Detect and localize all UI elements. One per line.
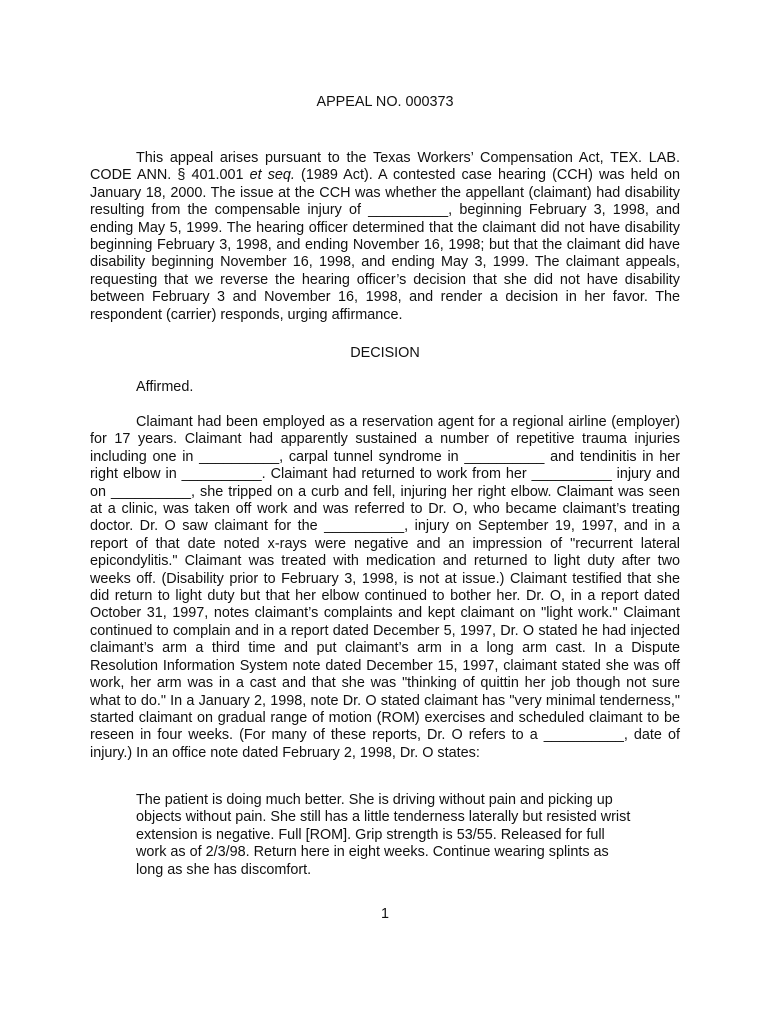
page-number: 1 bbox=[380, 906, 389, 922]
block-quote: The patient is doing much better. She is driving without pain and picking up objects without pain. She still has a little tenderness laterally but resisted wrist extension is negative. Full [ROM]. Grip strength is 53/55. Released for full work as of 2/3/98. Return here in eight weeks. Continue wearing splints as long as she has discomfort. bbox=[136, 792, 631, 878]
facts-paragraph: Claimant had been employed as a reservation agent for a regional airline (employer) for 17 years. Claimant had apparently sustained a number of repetitive trauma injuries including one in __________, carpal tunnel syndrome in __________ and tendinitis in her right elbow in __________. Claimant had returned to work from her __________ injury and on __________, she tripped on a curb and fell, injuring her right elbow. Claimant was seen at a clinic, was taken off work and was referred to Dr. O, who became claimant’s treating doctor. Dr. O saw claimant for the __________, injury on September 19, 1997, and in a report of that date noted x-rays were negative and an impression of "recurrent lateral epicondylitis." Claimant was treated with medication and returned to light duty after two weeks off. (Disability prior to February 3, 1998, is not at issue.) Claimant testified that she did return to light duty but that her elbow continued to bother her. Dr. O, in a report dated October 31, 1997, notes claimant’s complaints and kept claimant on "light work." Claimant continued to complain and in a report dated December 5, 1997, Dr. O stated he had injected claimant’s arm a third time and put claimant’s arm in a long arm cast. In a Dispute Resolution Information System note dated December 15, 1997, claimant stated she was off work, her arm was in a cast and that she was "thinking of quittin her job though not sure what to do." In a January 2, 1998, note Dr. O stated claimant has "very minimal tenderness," started claimant on gradual range of motion (ROM) exercises and scheduled claimant to be reseen in four weeks. (For many of these reports, Dr. O refers to a __________, date of injury.) In an office note dated February 2, 1998, Dr. O states: bbox=[90, 414, 680, 761]
appeal-title: APPEAL NO. 000373 bbox=[316, 94, 454, 110]
intro-paragraph bbox=[90, 150, 680, 324]
affirmed-text: Affirmed. bbox=[136, 379, 194, 395]
intro-text-end: (1989 Act). A contested case hearing (CCH) was held on January 18, 2000. The issue at the CCH was whether the appellant (claimant) had disability resulting from the compensable injury of __________, beginning February 3, 1998, and ending May 5, 1999. The hearing officer determined that the claimant did not have disability beginning February 3, 1998, and ending November 16, 1998; but that the claimant did have disability beginning November 16, 1998, and ending May 3, 1999. The claimant appeals, requesting that we reverse the hearing officer’s decision that she did not have disability between February 3 and November 16, 1998, and render a decision in her favor. The respondent (carrier) responds, urging affirmance. bbox=[90, 167, 680, 323]
intro-text-start: This appeal arises pursuant to the Texas Workers’ Compensation Act, TEX. LAB. CODE ANN. § 401.001 bbox=[90, 150, 680, 184]
intro-italic-text: et seq. bbox=[249, 167, 295, 184]
decision-heading: DECISION bbox=[350, 345, 420, 361]
